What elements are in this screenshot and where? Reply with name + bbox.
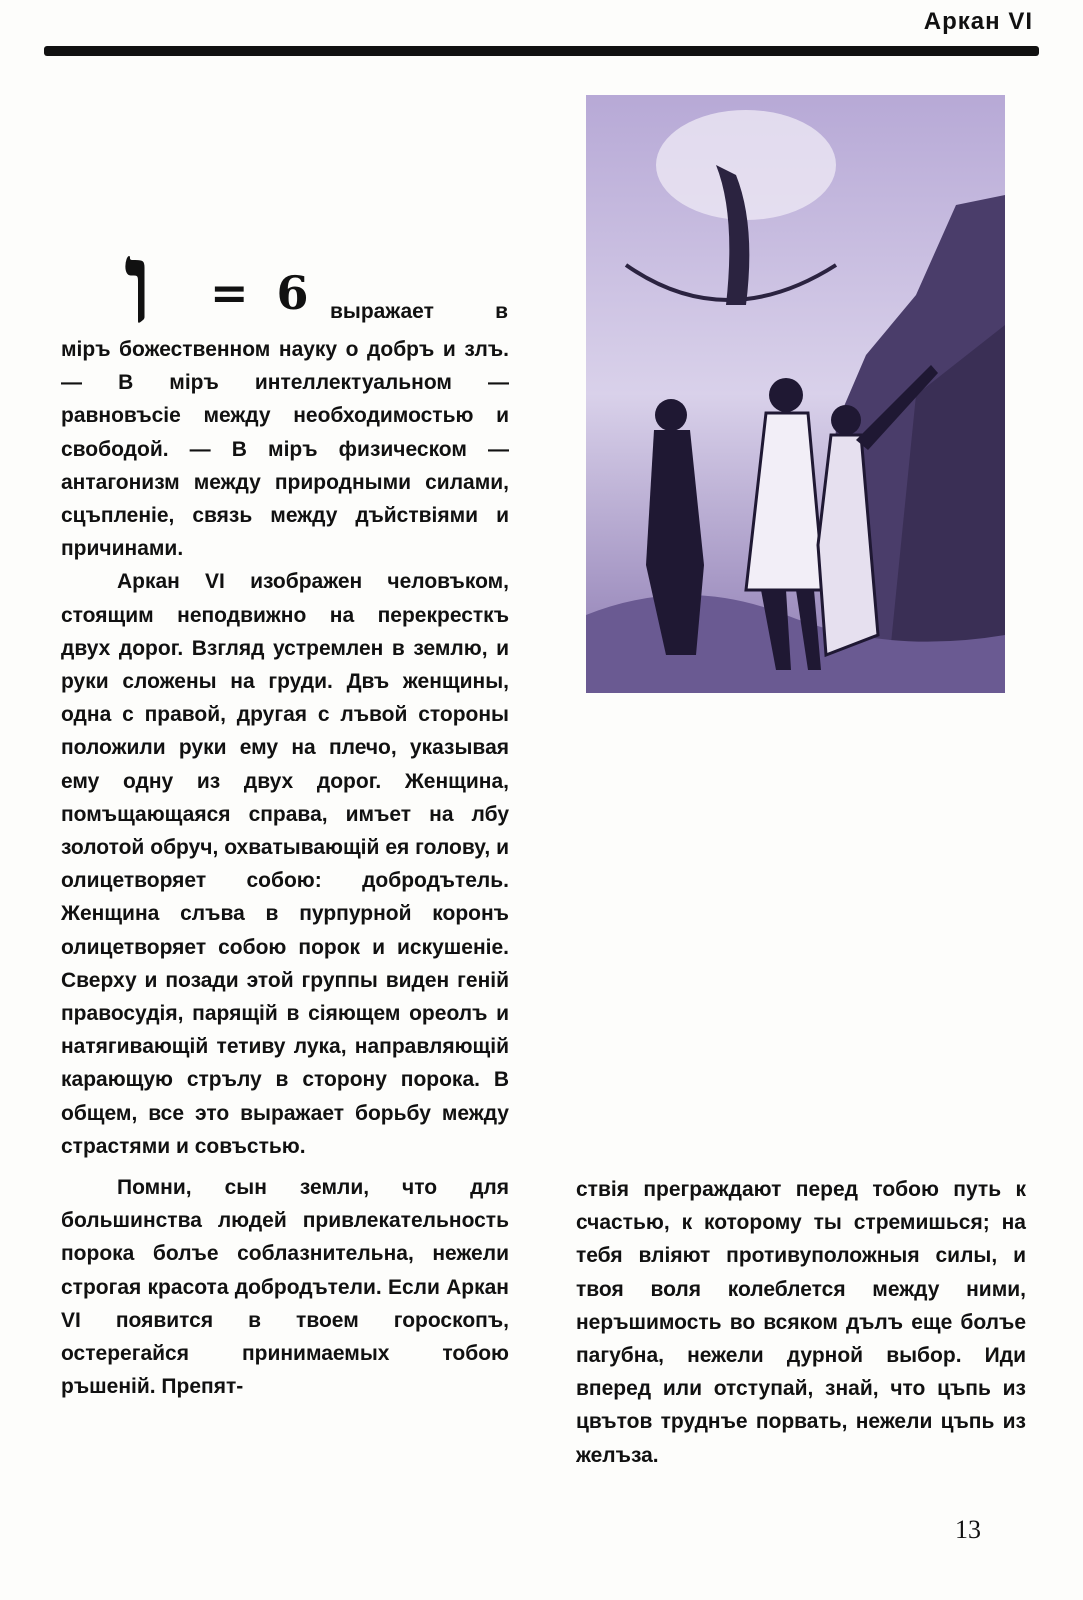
page-number: 13	[955, 1515, 981, 1544]
left-text-column	[61, 295, 509, 1404]
paragraph-3: Помни, сын земли, что для большинства людей привлекательность порока болъе соблазнительна, нежели строгая красота добродътели. Если Аркан VI появится в твоем гороскопъ, остерегайся принимаемых тобою ръшеній. Препят-	[61, 1176, 509, 1399]
header-rule	[44, 46, 1039, 56]
equals-six: = 6	[210, 266, 315, 320]
opening-word-2: в	[495, 300, 508, 323]
right-text-column	[576, 1173, 1026, 1472]
tarot-illustration	[586, 95, 1005, 693]
paragraph-1: міръ божественном науку о добръ и злъ. — В міръ интеллектуальном — равновъсіе между необходимостью и свободой. — В міръ физическом — антагонизм между природными силами, сцъпленіе, связь между дъйствіями и причинами.	[61, 338, 509, 561]
running-header: Аркан VI	[923, 8, 1033, 35]
illustration-art	[586, 95, 1005, 693]
paragraph-4: ствія преграждают перед тобою путь к счастью, к которому ты стремишься; на тебя вліяют противуположныя силы, и твоя воля колеблется между ними, неръшимость во всяком дълъ еще болъе пагубна, нежели дурной выбор. Иди вперед или отступай, знай, что цъпь из цвътов труднъе порвать, нежели цъпь из желъза.	[576, 1178, 1026, 1467]
hebrew-letter-vav: ו	[124, 218, 153, 349]
opening-word-1: выражает	[330, 300, 434, 323]
halo-glow	[656, 110, 836, 220]
paragraph-2: Аркан VI изображен человъком, стоящим неподвижно на перекресткъ двух дорог. Взгляд устремлен в землю, и руки сложены на груди. Двъ женщины, одна с правой, другая с лъвой стороны положили руки ему на плечо, указывая ему одну из двух дорог. Женщина, помъщающаяся справа, имъет на лбу золотой обруч, охватывающій ея голову, и олицетворяет собою: добродътель. Женщина слъва в пурпурной коронъ олицетворяет собою порок и искушеніе. Сверху и позади этой группы виден геній правосудія, парящій в сіяющем ореолъ и натягивающій тетиву лука, направляющій карающую стрълу в сторону порока. В общем, все это выражает борьбу между страстями и совъстью.	[61, 570, 509, 1158]
